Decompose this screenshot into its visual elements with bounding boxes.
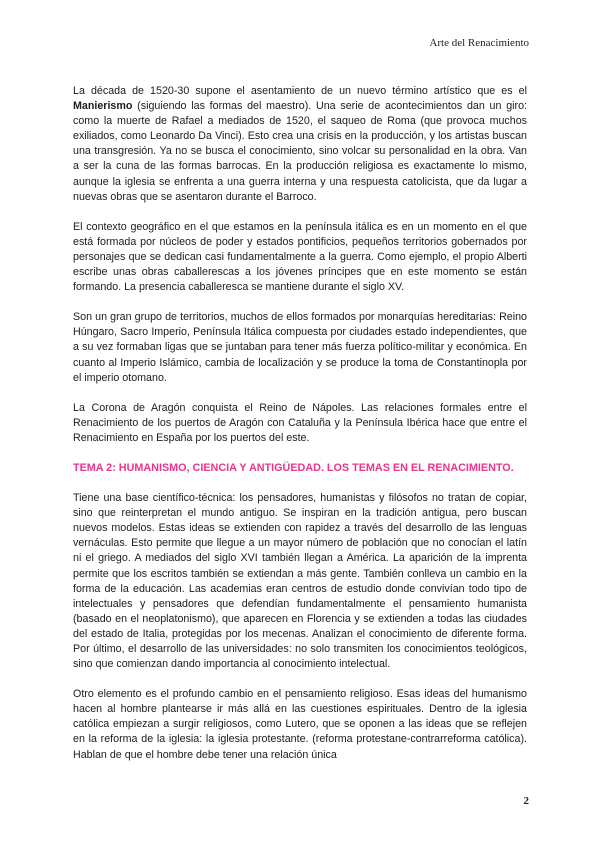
- paragraph-text: La década de 1520-30 supone el asentamiento de un nuevo término artístico que es el: [73, 85, 527, 97]
- paragraph-territorios: Son un gran grupo de territorios, muchos de ellos formados por monarquías hereditarias: Reino Húngaro, Sacro Imperio, Península Itálica compuesta por ciudades estado independientes, que a su vez formaban ligas que se juntaban para tener más fuerza político-militar y económica. En cuanto al Imperio Islámico, cambia de localización y se produce la toma de Constantinopla por el imperio otomano.: [73, 311, 527, 384]
- section-heading: TEMA 2: HUMANISMO, CIENCIA Y ANTIGÜEDAD. LOS TEMAS EN EL RENACIMIENTO.: [73, 461, 514, 474]
- paragraph-humanismo: Tiene una base científico-técnica: los pensadores, humanistas y filósofos no tratan de copiar, sino que reinterpretan el mundo antiguo. Se inspiran en la tradición antigua, pero buscan nuevos modelos. Estas ideas se extienden con rapidez a través del desarrollo de las lenguas vernáculas. Esto permite que llegue a un mayor número de población que no conocían el latín ni el griego. A mediados del siglo XVI también llegan a América. La aparición de la imprenta permite que los escritos también se extiendan a más gente. También conlleva un cambio en la forma de la educación. Las academias eran centros de estudio donde convivían todo tipo de intelectuales y pensadores que defendían fundamentalmente el pensamiento humanista (basado en el neoplatonismo), que aparecen en Florencia y se extienden a todas las ciudades del estado de Italia, protegidas por los mecenas. Analizan el conocimiento de diferente forma. Por último, el desarrollo de las universidades: no solo transmiten los conocimientos teológicos, sino que comienzan dando importancia al conocimiento intelectual.: [73, 492, 527, 671]
- paragraph-contexto: El contexto geográfico en el que estamos en la península itálica es en un momento en el que está formada por núcleos de poder y estados pontificios, pequeños territorios gobernados por personajes que se dedican casi fundamentalmente a la guerra. Como ejemplo, el propio Alberti escribe unas obras caballerescas a los jóvenes príncipes que en este momento se están formando. La presencia caballeresca se mantiene durante el siglo XV.: [73, 220, 527, 294]
- paragraph-text: (siguiendo las formas del maestro). Una serie de acontecimientos dan un giro: como la muerte de Rafael a mediados de 1520, el saqueo de Roma (que provoca muchos exiliados, como Leonardo Da Vinci). Esto crea una crisis en la producción, y los artistas buscan una transgresión. Ya no se busca el conocimiento, sino volcar su personalidad en la obra. Van a ser la cuna de las formas barrocas. En la producción religiosa es exactamente lo mismo, aunque la iglesia se enfrenta a una guerra interna y una respuesta catolicista, que da lugar a nuevas obras que se asentaron durante el Barroco.: [73, 100, 527, 203]
- bold-term: Manierismo: [73, 100, 133, 113]
- page-number: 2: [523, 795, 529, 807]
- document-body: [73, 84, 527, 778]
- paragraph-manierismo: [73, 84, 527, 205]
- paragraph-religion: Otro elemento es el profundo cambio en el pensamiento religioso. Esas ideas del humanismo hacen al hombre plantearse ir más allá en las cuestiones espirituales. Dentro de la iglesia católica empiezan a surgir religiosos, como Lutero, que se oponen a las ideas que se reflejen en la reforma de la iglesia: la iglesia protestante. (reforma protestane-contrarreforma católica). Hablan de que el hombre debe tener una relación única: [73, 688, 527, 761]
- paragraph-aragon: La Corona de Aragón conquista el Reino de Nápoles. Las relaciones formales entre el Renacimiento de los puertos de Aragón con Cataluña y la Península Ibérica hace que entre el Renacimiento en España por los puertos del este.: [73, 401, 527, 444]
- running-header: Arte del Renacimiento: [429, 37, 529, 49]
